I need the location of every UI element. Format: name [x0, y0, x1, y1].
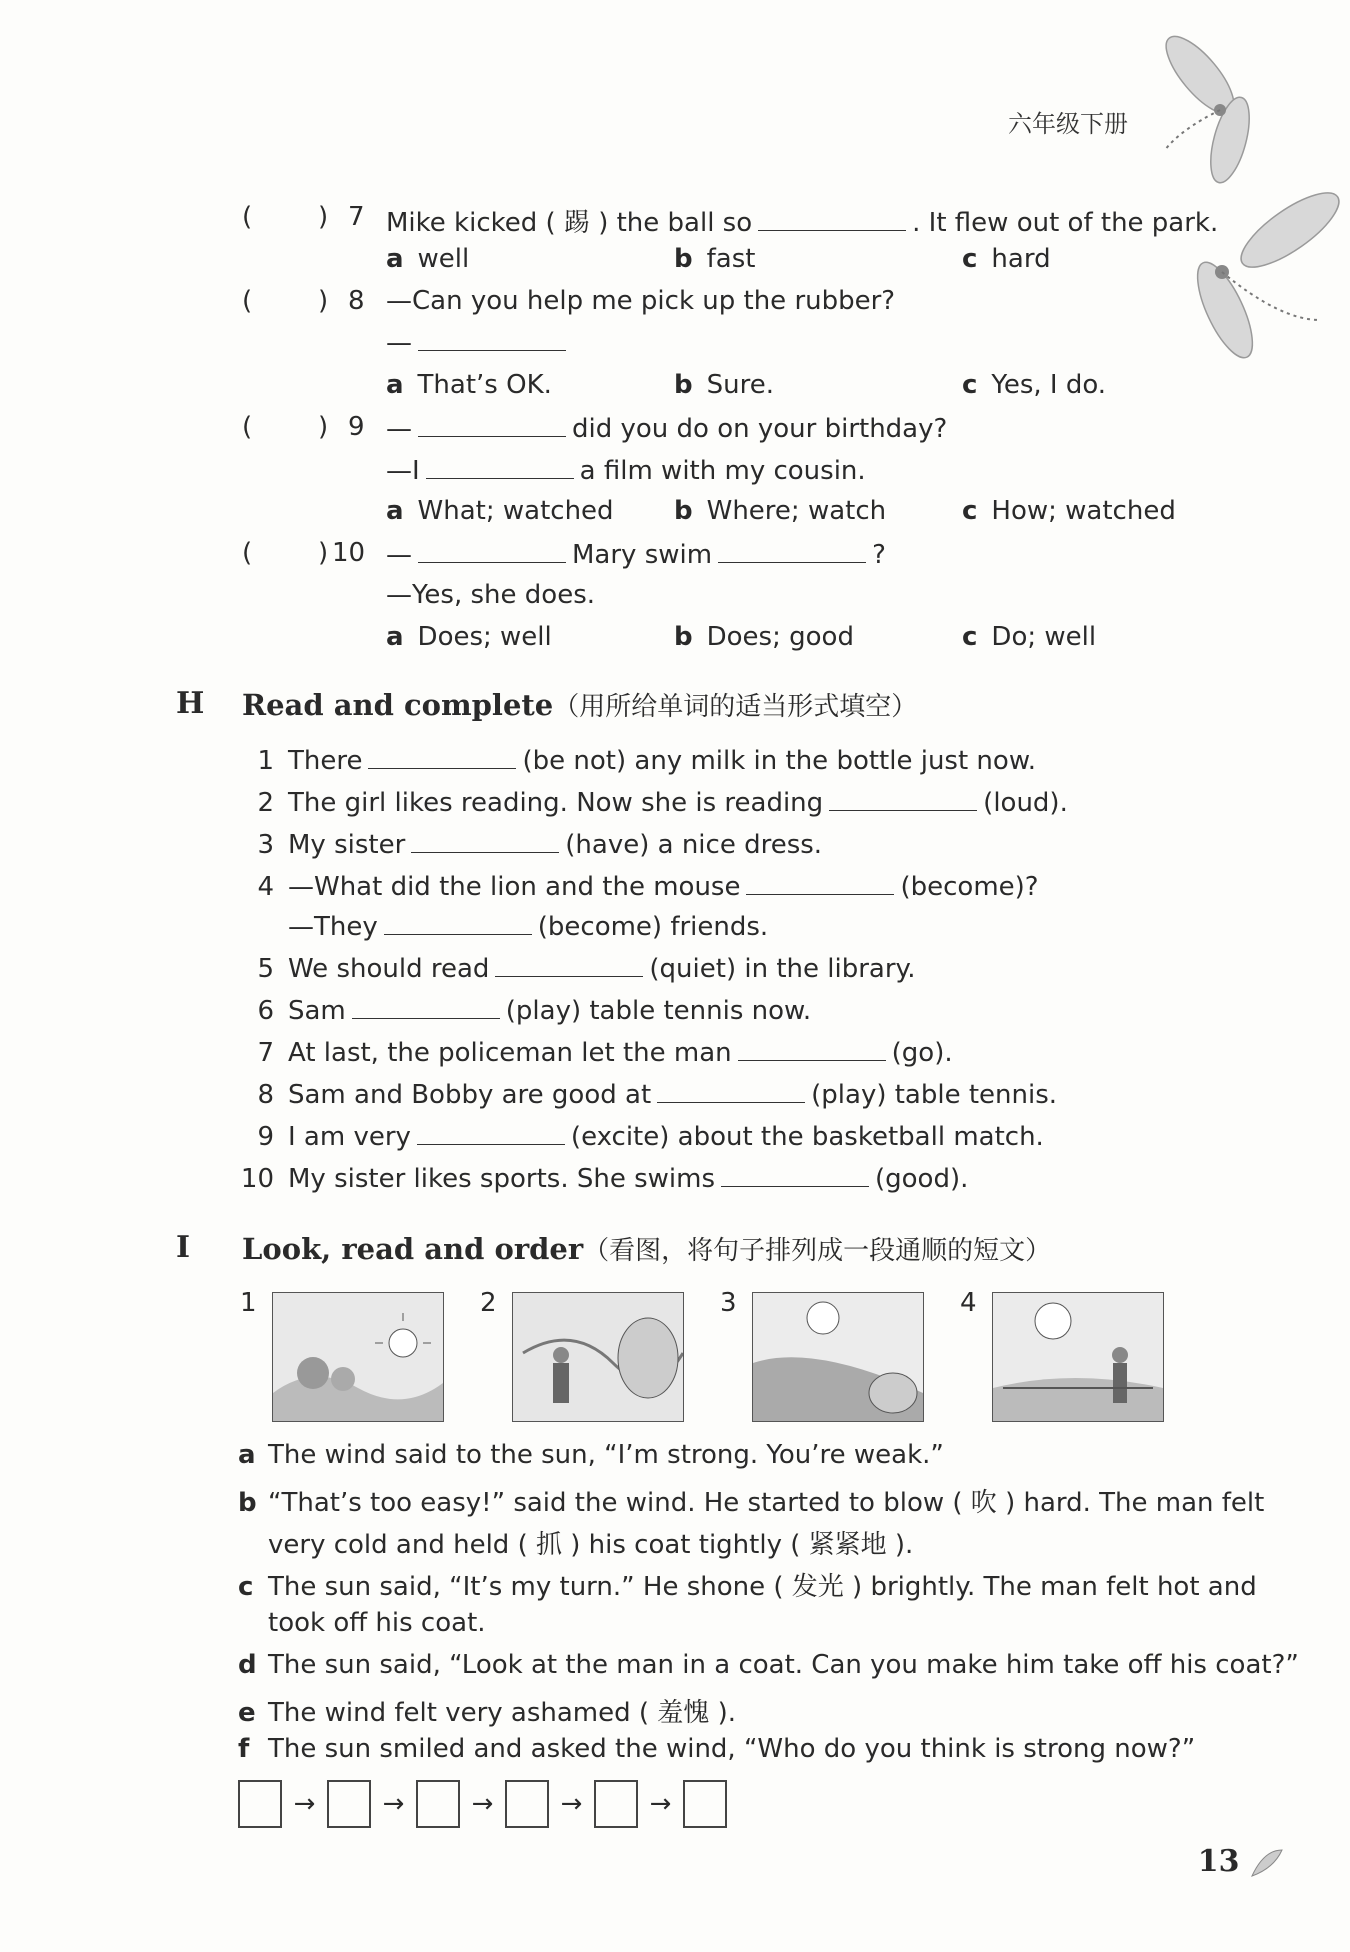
item-text-before: At last, the policeman let the man	[288, 1038, 732, 1068]
sentence-text: The wind said to the sun, “I’m strong. You’re weak.”	[268, 1440, 944, 1470]
arrow-icon: →	[382, 1789, 405, 1819]
sentence-letter: e	[238, 1698, 256, 1728]
item-number: 9	[257, 1122, 274, 1152]
question-number: 9	[348, 412, 365, 442]
fill-in-item	[240, 870, 1039, 902]
sentence-line	[238, 1692, 736, 1729]
answer-blank[interactable]	[384, 910, 532, 935]
sentence-line	[238, 1524, 913, 1561]
answer-blank[interactable]	[495, 952, 643, 977]
leaf-icon	[1250, 1848, 1284, 1878]
sentence-letter: b	[238, 1488, 257, 1518]
order-answer-row	[238, 1780, 727, 1828]
item-text-before: I am very	[288, 1122, 411, 1152]
sentence-line	[238, 1734, 1195, 1764]
arrow-icon: →	[293, 1789, 316, 1819]
item-number: 5	[257, 954, 274, 984]
fill-in-item	[240, 952, 915, 984]
fill-in-item	[240, 1036, 953, 1068]
option-a: a well	[386, 244, 470, 274]
option-b: b fast	[674, 244, 756, 274]
fill-in-item	[240, 1078, 1057, 1110]
picture-number: 2	[480, 1288, 497, 1318]
sentence-text: very cold and held ( 抓 ) his coat tightly ( 紧紧地 ).	[268, 1530, 914, 1560]
answer-blank[interactable]	[758, 206, 906, 231]
item-text-before: Sam	[288, 996, 346, 1026]
answer-paren-7[interactable]: (	[242, 202, 253, 232]
order-box[interactable]	[683, 1780, 727, 1828]
sentence-letter: d	[238, 1650, 257, 1680]
option-b: b Where; watch	[674, 496, 887, 526]
option-c: c Yes, I do.	[962, 370, 1107, 400]
sentence-letter: a	[238, 1440, 256, 1470]
item-text-before: We should read	[288, 954, 490, 984]
picture-sun-and-wind-1	[272, 1292, 444, 1422]
item-number: 4	[257, 872, 274, 902]
fill-in-item	[240, 994, 811, 1026]
sentence-letter: f	[238, 1734, 250, 1764]
answer-blank[interactable]	[418, 326, 566, 351]
option-c: c Do; well	[962, 622, 1097, 652]
option-b: b Does; good	[674, 622, 854, 652]
picture-number: 4	[960, 1288, 977, 1318]
section-title: Read and complete（用所给单词的适当形式填空）	[242, 688, 918, 722]
sentence-text: The sun said, “It’s my turn.” He shone ( 发光 ) brightly. The man felt hot and	[268, 1572, 1257, 1602]
sentence-line	[238, 1482, 1264, 1519]
arrow-icon: →	[471, 1789, 494, 1819]
item-text-after: (become)?	[900, 872, 1039, 902]
answer-paren-10[interactable]: (	[242, 538, 253, 568]
item-text-before: —They	[288, 912, 378, 942]
item-text-after: (quiet) in the library.	[649, 954, 916, 984]
answer-paren-8[interactable]: (	[242, 286, 253, 316]
fill-in-item	[240, 1162, 968, 1194]
question-text: — did you do on your birthday?	[386, 414, 948, 444]
question-line2: —I a film with my cousin.	[386, 456, 866, 486]
item-number: 8	[257, 1080, 274, 1110]
item-text-after: (have) a nice dress.	[565, 830, 823, 860]
item-text-after: (loud).	[983, 788, 1068, 818]
answer-blank[interactable]	[721, 1162, 869, 1187]
item-text-after: (be not) any milk in the bottle just now.	[522, 746, 1036, 776]
item-text-before: My sister	[288, 830, 406, 860]
item-text-before: The girl likes reading. Now she is reading	[288, 788, 824, 818]
sentence-line	[238, 1566, 1257, 1603]
fill-in-item	[240, 828, 822, 860]
order-box[interactable]	[327, 1780, 371, 1828]
answer-blank[interactable]	[352, 994, 500, 1019]
item-number: 1	[257, 746, 274, 776]
picture-number: 1	[240, 1288, 257, 1318]
item-text-before: —What did the lion and the mouse	[288, 872, 741, 902]
item-text-before: My sister likes sports. She swims	[288, 1164, 715, 1194]
item-number: 10	[240, 1164, 274, 1194]
answer-blank[interactable]	[657, 1078, 805, 1103]
sentence-line	[238, 1608, 486, 1638]
option-c: c How; watched	[962, 496, 1176, 526]
item-text-after: (excite) about the basketball match.	[570, 1122, 1044, 1152]
sentence-letter: c	[238, 1572, 254, 1602]
option-a: a What; watched	[386, 496, 614, 526]
item-text-after: (play) table tennis now.	[505, 996, 812, 1026]
item-text-after: (good).	[875, 1164, 969, 1194]
page-number: 13	[1198, 1844, 1284, 1879]
order-box[interactable]	[505, 1780, 549, 1828]
option-a: a Does; well	[386, 622, 552, 652]
section-letter: I	[176, 1230, 191, 1265]
answer-blank[interactable]	[418, 412, 566, 437]
option-c: c hard	[962, 244, 1051, 274]
option-a: a That’s OK.	[386, 370, 552, 400]
answer-paren-9[interactable]: (	[242, 412, 253, 442]
picture-sun-shining-3	[752, 1292, 924, 1422]
picture-man-without-coat-4	[992, 1292, 1164, 1422]
item-text-after: (become) friends.	[537, 912, 769, 942]
arrow-icon: →	[649, 1789, 672, 1819]
answer-blank[interactable]	[829, 786, 977, 811]
sentence-text: took off his coat.	[268, 1608, 486, 1638]
dragonfly-decoration	[1140, 20, 1350, 370]
sentence-text: The sun smiled and asked the wind, “Who do you think is strong now?”	[268, 1734, 1196, 1764]
item-number: 7	[257, 1038, 274, 1068]
question-number: 10	[332, 538, 366, 568]
fill-in-item	[240, 1120, 1044, 1152]
answer-blank[interactable]	[718, 538, 866, 563]
fill-in-item	[240, 910, 768, 942]
question-text: — Mary swim ?	[386, 540, 886, 570]
item-text-after: (go).	[891, 1038, 953, 1068]
question-line2: —Yes, she does.	[386, 580, 596, 610]
picture-wind-blowing-2	[512, 1292, 684, 1422]
answer-line: —	[386, 326, 572, 358]
option-b: b Sure.	[674, 370, 774, 400]
item-number: 3	[257, 830, 274, 860]
item-text-after: (play) table tennis.	[811, 1080, 1058, 1110]
answer-blank[interactable]	[738, 1036, 886, 1061]
answer-blank[interactable]	[746, 870, 894, 895]
order-box[interactable]	[238, 1780, 282, 1828]
item-number: 6	[257, 996, 274, 1026]
fill-in-item	[240, 786, 1068, 818]
arrow-icon: →	[560, 1789, 583, 1819]
answer-blank[interactable]	[418, 538, 566, 563]
order-box[interactable]	[416, 1780, 460, 1828]
order-box[interactable]	[594, 1780, 638, 1828]
item-text-before: There	[288, 746, 363, 776]
section-title: Look, read and order（看图，将句子排列成一段通顺的短文）	[242, 1232, 1052, 1266]
sentence-line	[238, 1440, 944, 1470]
sentence-text: The sun said, “Look at the man in a coat. Can you make him take off his coat?”	[268, 1650, 1299, 1680]
answer-blank[interactable]	[426, 454, 574, 479]
question-text: Mike kicked ( 踢 ) the ball so . It flew out of the park.	[386, 208, 1219, 238]
grade-label: 六年级下册	[1008, 110, 1128, 138]
question-number: 7	[348, 202, 365, 232]
question-number: 8	[348, 286, 365, 316]
sentence-line	[238, 1650, 1299, 1680]
sentence-text: The wind felt very ashamed ( 羞愧 ).	[268, 1698, 736, 1728]
picture-number: 3	[720, 1288, 737, 1318]
fill-in-item	[240, 744, 1036, 776]
answer-blank[interactable]	[417, 1120, 565, 1145]
item-number: 2	[257, 788, 274, 818]
answer-blank[interactable]	[368, 744, 516, 769]
question-text: —Can you help me pick up the rubber?	[386, 286, 896, 316]
item-text-before: Sam and Bobby are good at	[288, 1080, 652, 1110]
sentence-text: “That’s too easy!” said the wind. He started to blow ( 吹 ) hard. The man felt	[268, 1488, 1265, 1518]
answer-blank[interactable]	[411, 828, 559, 853]
section-letter: H	[176, 686, 205, 721]
